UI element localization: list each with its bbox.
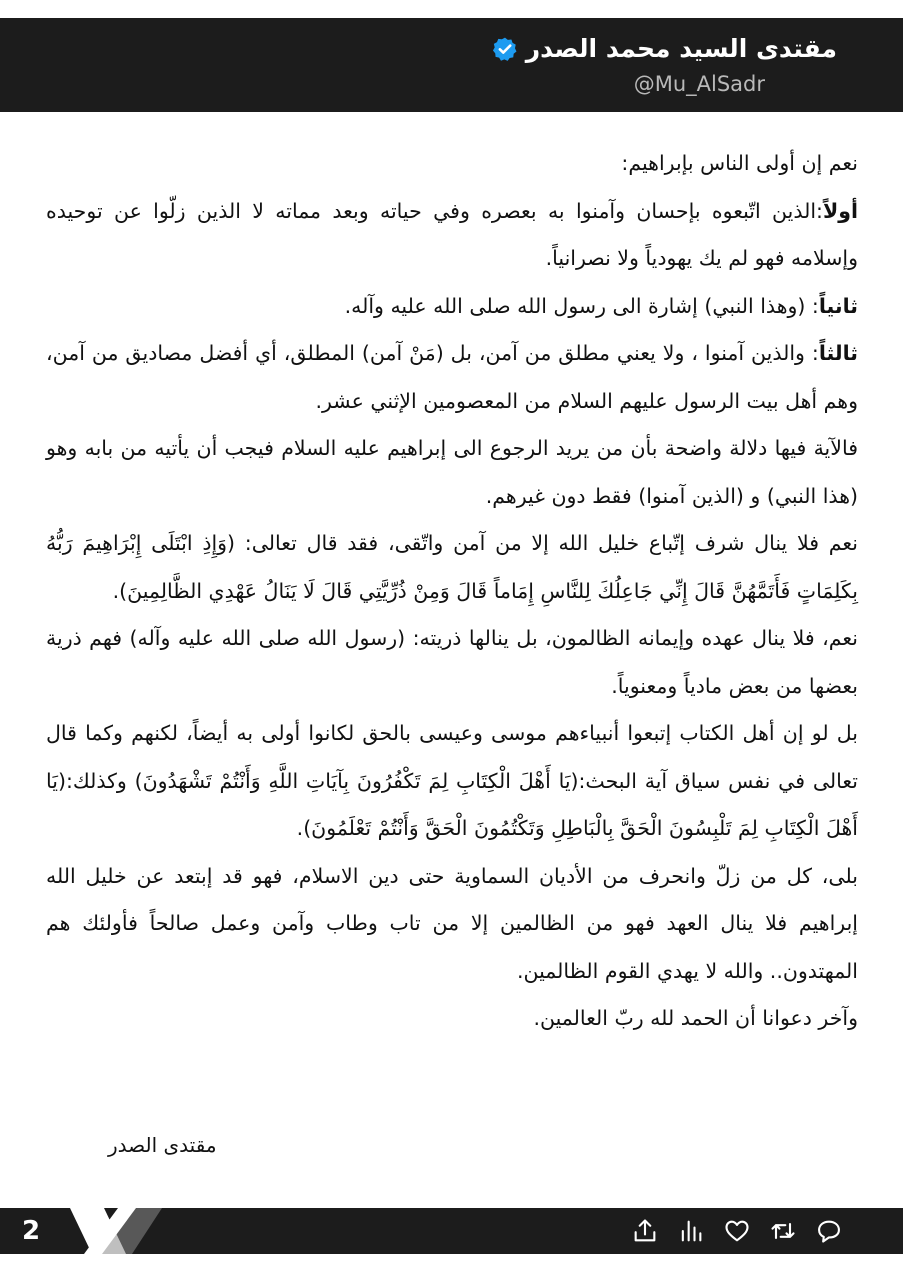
author-row [492, 34, 837, 63]
author-handle[interactable]: @Mu_AlSadr [633, 72, 765, 96]
post-actions [631, 1208, 843, 1254]
paragraph-closing: وآخر دعوانا أن الحمد لله ربّ العالمين. [533, 1006, 858, 1030]
paragraph-first-text: :الذين اتّبعوه بإحسان وآمنوا به بعصره وفي حياته وبعد مماته لا الذين زلّوا عن توحيده وإسلامه فهو لم يك يهودياً ولا نصرانياً. [46, 198, 858, 270]
paragraph-third-text: : والذين آمنوا ، ولا يعني مطلق من آمن، بل (مَنْ آمن) المطلق، أي أفضل مصاديق من آمن، وهم أهل بيت الرسول عليهم السلام من المعصومين الإثني عشر. [46, 341, 858, 413]
paragraph-first [46, 188, 858, 283]
author-name[interactable]: مقتدى السيد محمد الصدر [525, 34, 837, 63]
post-body [46, 140, 858, 1043]
paragraph-deviation: بلى، كل من زلّ وانحرف من الأديان السماوية حتى دين الاسلام، فهو قد إبتعد عن خليل الله إبراهيم فلا ينال العهد فهو من الظالمين إلا من تاب وطاب وآمن وعمل صالحاً فأولئك هم المهتدون.. والله لا يهدي القوم الظالمين. [46, 863, 858, 983]
paragraph-second-text: : (وهذا النبي) إشارة الى رسول الله صلى الله عليه وآله. [344, 293, 819, 318]
paragraph-second [46, 283, 858, 331]
retweet-icon[interactable] [769, 1217, 797, 1245]
post-header [0, 18, 903, 112]
paragraph-people-of-book: بل لو إن أهل الكتاب إتبعوا أنبياءهم موسى وعيسى بالحق لكانوا أولى به أيضاً، لكنهم وكما قال تعالى في نفس سياق آية البحث:(يَا أَهْلَ الْكِتَابِ لِمَ تَكْفُرُونَ بِآيَاتِ اللَّهِ وَأَنْتُمْ تَشْهَدُونَ) وكذلك:(يَا أَهْلَ الْكِتَابِ لِمَ تَلْبِسُونَ الْحَقَّ بِالْبَاطِلِ وَتَكْتُمُونَ الْحَقَّ وَأَنْتُمْ تَعْلَمُونَ). [46, 721, 858, 840]
like-icon[interactable] [723, 1217, 751, 1245]
paragraph-third-lead: ثالثاً [818, 341, 858, 365]
paragraph-indication: فالآية فيها دلالة واضحة بأن من يريد الرجوع الى إبراهيم عليه السلام فيجب أن يأتيه من بابه وهو (هذا النبي) و (الذين آمنوا) فقط دون غيرهم. [46, 436, 858, 508]
paragraph-third [46, 330, 858, 425]
page-number: 2 [21, 1216, 41, 1246]
paragraph-covenant-verse: نعم فلا ينال شرف إتّباع خليل الله إلا من آمن واتّقى، فقد قال تعالى: (وَإِذِ ابْتَلَى إِبْرَاهِيمَ رَبُّهُ بِكَلِمَاتٍ فَأَتَمَّهُنَّ قَالَ إِنِّي جَاعِلُكَ لِلنَّاسِ إِمَاماً قَالَ وَمِنْ ذُرِّيَّتِي قَالَ لَا يَنَالُ عَهْدِي الظَّالِمِينَ). [46, 531, 858, 603]
share-icon[interactable] [631, 1217, 659, 1245]
paragraph-second-lead: ثانياً [818, 293, 858, 318]
verified-badge-icon [492, 36, 518, 62]
signature: مقتدى الصدر [108, 1133, 217, 1157]
reply-icon[interactable] [815, 1217, 843, 1245]
paragraph-descendants: نعم، فلا ينال عهده وإيمانه الظالمون، بل ينالها ذريته: (رسول الله صلى الله عليه وآله) فهم ذرية بعضها من بعض مادياً ومعنوياً. [46, 626, 858, 698]
footer-bar [0, 1208, 903, 1254]
x-logo-icon [62, 1208, 162, 1254]
views-icon[interactable] [677, 1217, 705, 1245]
paragraph-first-lead: أولاً [822, 198, 858, 223]
paragraph-intro: نعم إن أولى الناس بإبراهيم: [621, 151, 858, 175]
